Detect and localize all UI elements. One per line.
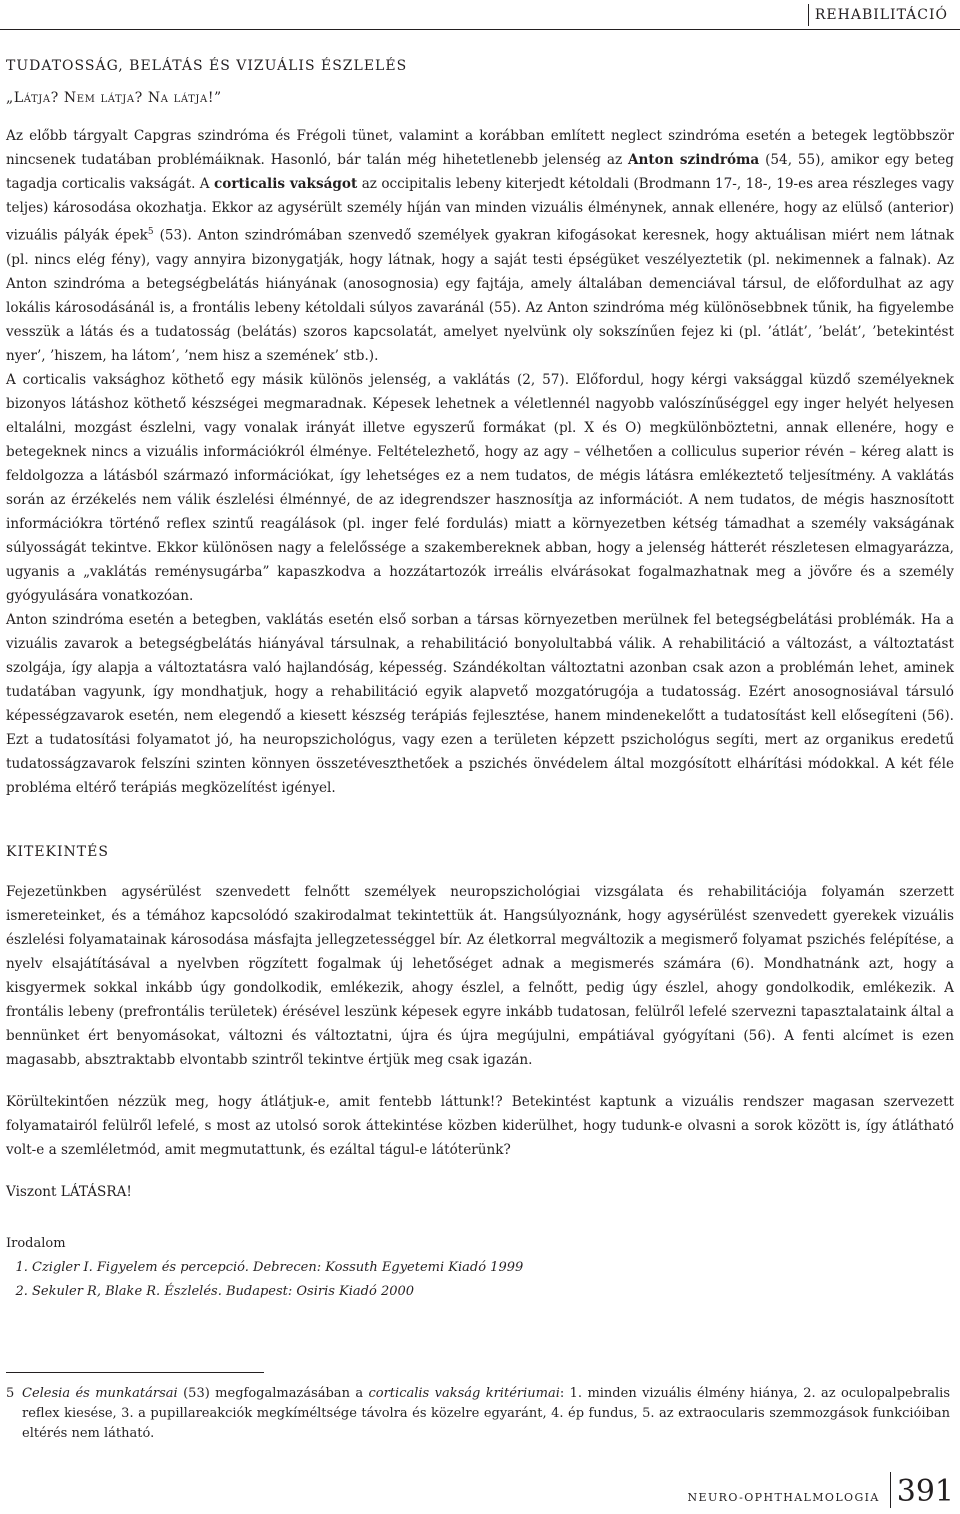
footnote-marker: 5: [147, 227, 154, 237]
footnote: [6, 1384, 950, 1444]
section-subtitle: „Látja? Nem látja? Na látja!”: [6, 90, 222, 106]
page-number: 391: [896, 1474, 954, 1509]
paragraph: Fejezetünkben agysérülést szenvedett felnőtt személyek neuropszichológiai vizsgálata és rehabilitációja folyamán szerzett ismereteinket, és a témához kapcsolódó szakirodalmat tekintettük át. Hangsúlyoznánk, hogy agysérülést szenvedett gyerekek vizuális észlelési folyamatainak károsodása másfajta jellegzetességgel bír. Az életkorral megváltozik a megismerő folyamat pszichés felépítése, a nyelv elsajátításával a nyelvben rögzített fogalmak új lehetőséget adnak a megismerés számára (6). Mondhatnánk azt, hogy a kisgyermek sokkal inkább úgy gondolkodik, emlékezik, ahogy észlel, a felnőtt, pedig úgy észlel, ahogy gondolkodik, emlékezik. A frontális lebeny (prefrontális területek) érésével leszünk képesek egyre inkább tudatosan, felülről lefelé szervezni tapasztalataink által a bennünket ért benyomásokat, változni és változtatni, újra és újra megújulni, empátiával gyógyítani (56). A fenti alcímet is ezen magasabb, absztraktabb elvontabb szintről tekintve értjük meg csak igazán.: [6, 883, 954, 1068]
section-title: TUDATOSSÁG, BELÁTÁS ÉS VIZUÁLIS ÉSZLELÉS: [6, 58, 408, 74]
page-footer: [688, 1468, 954, 1508]
reference-list: [6, 1256, 954, 1304]
text-run: : 1. minden vizuális élmény hiánya, 2. az oculopalpebralis reflex kiesése, 3. a pupillareakciók megkíméltsége távolra és közelre egyaránt, 4. ép fundus, 5. az extraocularis szemmozgások funkcióiban eltérés nem látható.: [22, 1386, 950, 1441]
paragraph: Anton szindróma esetén a betegben, vaklátás esetén első sorban a társas környezetben merülnek fel betegségbelátási problémák. Ha a vizuális zavarok a betegségbelátás hiányával társulnak, a rehabilitáció bonyolultabbá válik. A rehabilitáció a változást, a változtatást szolgája, így alapja a változtatásra való hajlandóság, képesség. Szándékoltan változtatni azonban csak azon a problémán lehet, aminek tudatában vagyunk, így mondhatjuk, hogy a rehabilitáció egyik alapvető mozgatórugója a tudatosság. Ezért anosognosiával társuló képességzavarok esetén, nem elegendő a kiesett készség terápiás fejlesztése, hanem mindenekelőtt a tudatosítást kell elősegíteni (56). Ezt a tudatosítási folyamatot jó, ha neuropszichológus, vagy ezen a területen képzett pszichológus segíti, mert az organikus eredetű tudatosságzavarok felszíni szinten könnyen összetéveszthetőek a pszichés önvédelem által mozgósított elhárítási módokkal. A két féle probléma eltérő terápiás megközelítést igényel.: [6, 611, 954, 796]
text-run: (54, 55), amikor egy beteg tagadja corticalis vakságát. A: [6, 152, 954, 192]
paragraph: A corticalis vaksághoz köthető egy másik különös jelenség, a vaklátás (2, 57). Előfordul, hogy kérgi vaksággal küzdő személyeknek bizonyos látáshoz köthető készségei megmaradnak. Képesek lehetnek a véletlennél nagyobb valószínűséggel egy inger helyét helyesen eltalálni, mozgást észlelni, vagy vonalak irányát illetve egyszerű formákat (pl. X és O) megkülönböztetni, annak ellenére, hogy e betegeknek nincs a vizuális információkról élménye. Feltételezhető, hogy az agy – vélhetően a colliculus superior révén – kéreg alatt is feldolgozza a látásból származó információkat, így lehetséges ez a nem tudatos, de mégis látásra emlékeztető teljesítmény. A vaklátás során az érzékelés nem válik észlelési élménnyé, de az idegrendszer hasznosítja az információt. A nem tudatos, de mégis hasznosított információkra történő reflex szintű reagálások (pl. inger felé fordulás) miatt a környezetben kétség támadhat a személy vakságának súlyosságát tekintve. Ekkor különösen nagy a felelőssége a szakembereknek abban, hogy a jelenség hátterét részletesen elmagyarázza, ugyanis a „vaklátás reménysugárba” kapaszkodva a hozzátartozók irreális elvárásokat fogalmazhatnak meg a jövőre és a személy gyógyulására vonatkozóan.: [6, 371, 954, 604]
paragraph: Körültekintően nézzük meg, hogy átlátjuk-e, amit fentebb láttunk!? Betekintést kaptunk a vizuális rendszer magasan szervezett folyamatairól felülről lefelé, s most az utolsó sorok áttekintése közben kiderülhet, hogy tudunk-e olvasni a sorok között is, így átlátható volt-e a szemléletmód, amit megmutattunk, és ezáltal tágul-e látóterünk?: [6, 1093, 954, 1158]
bold-term: Anton szindróma: [627, 152, 760, 168]
reference-item: 2. Sekuler R, Blake R. Észlelés. Budapest: Osiris Kiadó 2000: [32, 1280, 954, 1304]
footnote-number: 5: [6, 1386, 15, 1401]
footer-separator: [890, 1472, 891, 1508]
journal-name: NEURO-OPHTHALMOLOGIA: [687, 1491, 880, 1504]
text-run: (53). Anton szindrómában szenvedő személyek gyakran kifogásokat keresnek, hogy aktuálisan miért nem látnak (pl. nincs elég fény), vagy annyira bizonygatják, hogy látnak, hogy a saját testi épségüket veszélyeztetik (pl. nekimennek a falnak). Az Anton szindróma a betegségbelátás hiányának (anosognosia) egy fajtája, amely általában demenciával társul, de előfordulhat az agy lokális károsodásánál is, a frontális lebeny kétoldali súlyos zavaránál (55). Az Anton szindróma még különösebbnek tűnik, ha figyelembe vesszük a látás és a tudatosság (belátás) szoros kapcsolatát, amelyet nyelvünk oly sokszínűen fejez ki (pl. ’átlát’, ’belát’, ’betekintést nyer’, ’hiszem, ha látom’, ’nem hisz a szemének’ stb.).: [6, 227, 954, 364]
running-header: REHABILITÁCIÓ: [808, 4, 954, 26]
footnote-text: [6, 1384, 950, 1444]
section-title: KITEKINTÉS: [6, 843, 109, 860]
footnote-rule: [6, 1372, 264, 1373]
references-title: Irodalom: [6, 1235, 66, 1251]
text-run: (53) megfogalmazásában a: [177, 1386, 369, 1401]
reference-item: 1. Czigler I. Figyelem és percepció. Debrecen: Kossuth Egyetemi Kiadó 1999: [32, 1256, 954, 1280]
article-body: [6, 58, 954, 1304]
text-run: Az előbb tárgyalt Capgras szindróma és Frégoli tünet, valamint a korábban említett neglect szindróma esetén a betegek legtöbbször nincsenek tudatában problémáiknak. Hasonló, bár talán még hihetetlenebb jelenség az: [6, 128, 954, 168]
header-rule: [0, 29, 960, 30]
text-run: az occipitalis lebeny kiterjedt kétoldali (Brodmann 17-, 18-, 19-es area részleges vagy teljes) károsodása okozhatja. Ekkor az agysérült személy híján van minden vizuális élménynek, annak ellenére, hogy az elülső (anterior) vizuális pályák épek: [6, 176, 955, 244]
text-run: Celesia és munkatársai: [22, 1386, 178, 1401]
paragraph: [6, 124, 954, 368]
bold-term: corticalis vakságot: [214, 176, 358, 192]
paragraph: Viszont LÁTÁSRA!: [6, 1183, 132, 1200]
text-run: corticalis vakság kritériumai: [368, 1386, 560, 1401]
references: [6, 1232, 954, 1304]
outlook-section: [6, 844, 954, 1204]
